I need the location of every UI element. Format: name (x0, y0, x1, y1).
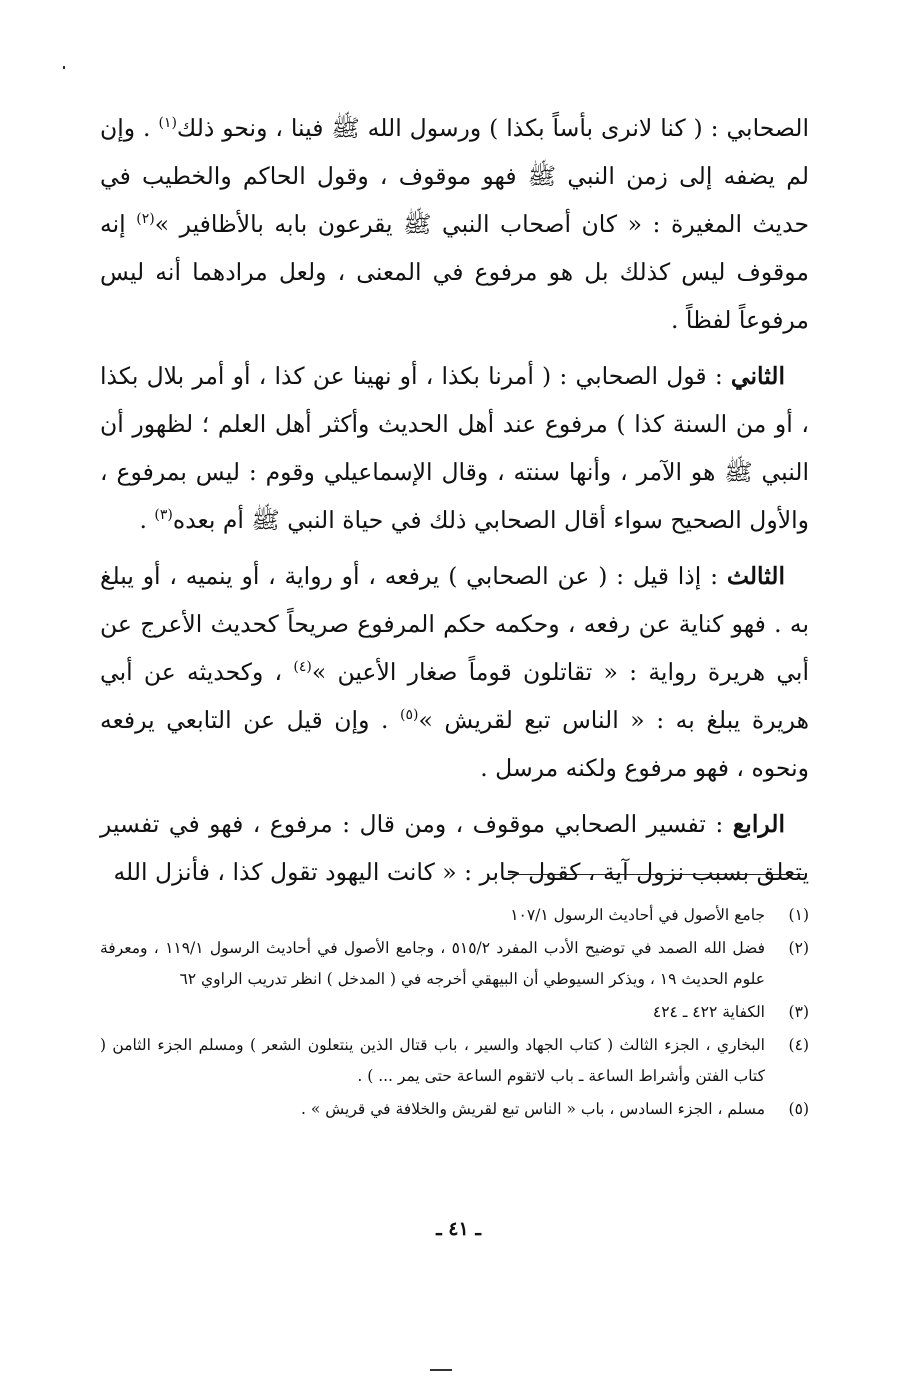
footnote-ref: (٣) (154, 507, 173, 524)
text-run: . وإن لم يضفه إلى زمن النبي ﷺ فهو موقوف ، وقول الحاكم والخطيب في حديث المغيرة : « كان أصحاب النبي ﷺ يقرعون بابه بالأظافير » (100, 114, 810, 238)
text-run: . (139, 506, 155, 534)
footnote-ref: (١) (158, 115, 177, 132)
text-run: ، وكحديثه عن أبي هريرة يبلغ به : « الناس تبع لقريش » (100, 658, 809, 734)
text-run: . وإن قيل عن التابعي يرفعه ونحوه ، فهو مرفوع ولكنه مرسل . (100, 706, 809, 782)
page-number: ـ ٤١ ـ (436, 1218, 481, 1240)
text-run: : إذا قيل : ( عن الصحابي ) يرفعه ، أو رواية ، أو ينميه ، أو يبلغ به . فهو كناية عن رفعه ، وحكمه حكم المرفوع صريحاً كحديث الأعرج عن أبي هريرة رواية : « تقاتلون قوماً صغار الأعين » (100, 562, 809, 686)
scan-mark (430, 1369, 452, 1371)
footnotes (100, 900, 809, 1127)
paragraph-continuation (100, 104, 809, 344)
paragraph-second (100, 352, 809, 544)
footnote-ref: (٢) (136, 211, 155, 228)
paragraph-fourth (100, 800, 809, 896)
footnote-separator (508, 874, 804, 875)
footnote-text: فضل الله الصمد في توضيح الأدب المفرد ٥١٥/٢ ، وجامع الأصول في أحاديث الرسول ١١٩/١ ، ومعرفة علوم الحديث ١٩ ، ويذكر السيوطي أن البيهقي أخرجه في ( المدخل ) انظر تدريب الراوي ٦٢ (100, 939, 765, 988)
paragraph-lead: الرابع (732, 810, 785, 838)
text-run: : تفسير الصحابي موقوف ، ومن قال : مرفوع ، فهو في تفسير يتعلق بسبب نزول آية ، كقول جابر : « كانت اليهود تقول كذا ، فأنزل الله (100, 810, 809, 886)
footnote-ref: (٤) (293, 659, 312, 676)
footnote-number: (٤) (788, 1036, 809, 1054)
footnote-text: مسلم ، الجزء السادس ، باب « الناس تبع لقريش والخلافة في قريش » . (301, 1100, 765, 1118)
main-text (100, 104, 809, 904)
footnote-text: البخاري ، الجزء الثالث ( كتاب الجهاد والسير ، باب قتال الذين ينتعلون الشعر ) ومسلم الجزء الثامن ( كتاب الفتن وأشراط الساعة ـ باب لاتقوم الساعة حتى يمر ... ) . (100, 1036, 765, 1085)
scan-speck (63, 66, 65, 69)
paragraph-third (100, 552, 809, 792)
footnote-number: (٥) (788, 1100, 809, 1118)
paragraph-lead: الثاني (730, 362, 785, 390)
footnote-number: (٢) (788, 939, 809, 957)
footnote-item (100, 900, 809, 931)
footnote-ref: (٥) (399, 707, 419, 724)
footnote-item (100, 933, 809, 995)
footnote-text: جامع الأصول في أحاديث الرسول ١٠٧/١ (510, 906, 765, 924)
text-run: إنه موقوف ليس كذلك بل هو مرفوع في المعنى ، ولعل مرادهما أنه ليس مرفوعاً لفظاً . (100, 210, 809, 334)
text-run: الصحابي : ( كنا لانرى بأساً بكذا ) ورسول الله ﷺ فينا ، ونحو ذلك (176, 114, 809, 142)
footnote-number: (٣) (788, 1003, 809, 1021)
text-run: : قول الصحابي : ( أمرنا بكذا ، أو نهينا عن كذا ، أو أمر بلال بكذا ، أو من السنة كذا ) مرفوع عند أهل الحديث وأكثر أهل العلم ؛ لظهور أن النبي ﷺ هو الآمر ، وأنها سنته ، وقال الإسماعيلي وقوم : ليس بمرفوع ، والأول الصحيح سواء أقال الصحابي ذلك في حياة النبي ﷺ أم بعده (100, 362, 809, 534)
footnote-item (100, 1030, 809, 1092)
paragraph-lead: الثالث (726, 562, 785, 590)
footnote-item (100, 1094, 809, 1125)
footnote-text: الكفاية ٤٢٢ ـ ٤٢٤ (652, 1003, 765, 1021)
footnote-item (100, 997, 809, 1028)
footnote-number: (١) (788, 906, 809, 924)
